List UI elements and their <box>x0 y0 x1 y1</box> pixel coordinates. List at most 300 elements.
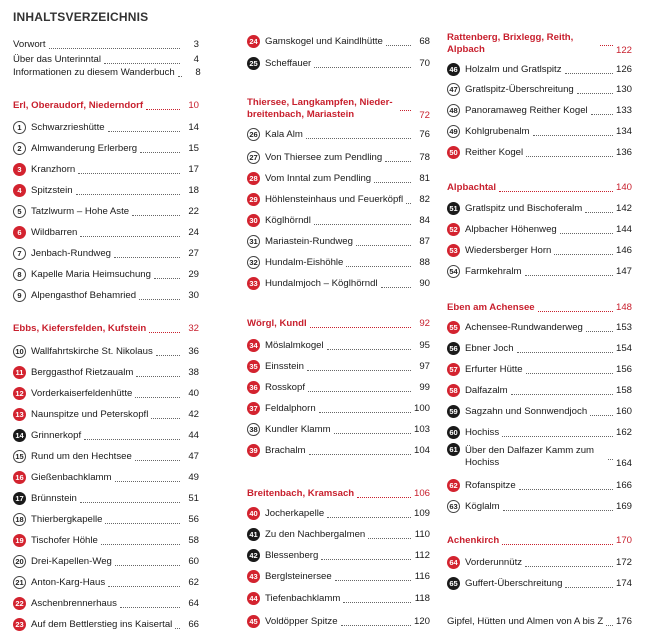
page-number: 68 <box>419 36 430 47</box>
dot-leader <box>356 236 411 246</box>
entry-title: Kapelle Maria Heimsuchung <box>31 269 151 280</box>
toc-entry <box>13 37 199 52</box>
tour-number-badge: 33 <box>247 277 260 290</box>
page-number: 169 <box>615 501 632 512</box>
page-number: 99 <box>419 382 430 393</box>
toc-tour-entry <box>447 425 632 440</box>
tour-number-badge: 14 <box>13 429 26 442</box>
tour-number-badge: 36 <box>247 381 260 394</box>
page-number: 134 <box>615 126 632 137</box>
page-number: 64 <box>188 598 199 609</box>
dot-leader <box>151 409 180 419</box>
toc-section-heading <box>13 321 199 336</box>
page-number: 153 <box>615 322 632 333</box>
entry-title: Über den Dalfazer Kamm zum Hochiss <box>465 445 595 468</box>
dot-leader <box>108 122 180 132</box>
tour-number-badge: 47 <box>447 83 460 96</box>
entry-title: Einsstein <box>265 361 304 372</box>
tour-number-badge: 7 <box>13 247 26 260</box>
dot-leader <box>586 322 613 332</box>
tour-number-badge: 45 <box>247 615 260 628</box>
dot-leader <box>114 248 180 258</box>
entry-title: Jocherkapelle <box>265 508 325 519</box>
toc-tour-entry <box>247 527 430 542</box>
page-number: 87 <box>419 236 430 247</box>
dot-leader <box>565 578 613 588</box>
page-number: 172 <box>615 557 632 568</box>
page-number: 81 <box>419 173 430 184</box>
dot-leader <box>357 488 411 498</box>
page-number: 84 <box>419 215 430 226</box>
dot-leader <box>108 577 180 587</box>
entry-title: Hochiss <box>465 427 500 438</box>
page-number: 174 <box>615 578 632 589</box>
page-number: 126 <box>615 64 632 75</box>
dot-leader <box>511 385 613 395</box>
toc-tour-entry <box>13 267 199 282</box>
page-number: 32 <box>188 323 199 334</box>
tour-number-badge: 62 <box>447 479 460 492</box>
tour-number-badge: 9 <box>13 289 26 302</box>
entry-title: Guffert-Überschreitung <box>465 578 563 589</box>
page-number: 27 <box>188 248 199 259</box>
tour-number-badge: 46 <box>447 63 460 76</box>
dot-leader <box>538 302 613 312</box>
toc-tour-entry <box>447 576 632 591</box>
page-number: 95 <box>419 340 430 351</box>
page-number: 38 <box>188 367 199 378</box>
entry-title: Köglalm <box>465 501 500 512</box>
toc-tour-entry <box>447 103 632 118</box>
page-number: 112 <box>414 550 430 561</box>
toc-tour-entry <box>247 359 430 374</box>
dot-leader <box>101 535 180 545</box>
tour-number-badge: 3 <box>13 163 26 176</box>
dot-leader <box>585 203 613 213</box>
entry-title: Farmkehralm <box>465 266 522 277</box>
dot-leader <box>327 340 411 350</box>
toc-tour-entry <box>13 204 199 219</box>
entry-title: Voldöpper Spitze <box>265 616 338 627</box>
dot-leader <box>499 182 613 192</box>
entry-title: Grinnerkopf <box>31 430 82 441</box>
tour-number-badge: 64 <box>447 556 460 569</box>
toc-section-heading <box>247 93 430 121</box>
tour-number-badge: 25 <box>247 57 260 70</box>
page-number: 66 <box>188 619 199 630</box>
entry-title: Hundalm-Eishöhle <box>265 257 344 268</box>
entry-title: Köglhörndl <box>265 215 311 226</box>
tour-number-badge: 11 <box>13 366 26 379</box>
entry-title: Alpbacher Höhenweg <box>465 224 557 235</box>
entry-title: Brünnstein <box>31 493 77 504</box>
page-number: 104 <box>413 445 430 456</box>
tour-number-badge: 13 <box>13 408 26 421</box>
toc-section-heading <box>247 316 430 331</box>
toc-tour-entry <box>13 246 199 261</box>
entry-title: Auf dem Bettlerstieg ins Kaisertal <box>31 619 173 630</box>
entry-title: Naunspitze und Peterskopfl <box>31 409 149 420</box>
page-number: 92 <box>419 318 430 329</box>
dot-leader <box>314 215 411 225</box>
toc-tour-entry <box>13 344 199 359</box>
dot-leader <box>368 529 411 539</box>
dot-leader <box>135 388 180 398</box>
toc-tour-entry <box>13 449 199 464</box>
page-number: 70 <box>419 58 430 69</box>
toc-tour-entry <box>247 255 430 270</box>
section-title: Wörgl, Kundl <box>247 318 307 329</box>
tour-number-badge: 17 <box>13 492 26 505</box>
tour-number-badge: 48 <box>447 104 460 117</box>
toc-tour-entry <box>247 506 430 521</box>
page-number: 136 <box>615 147 632 158</box>
dot-leader <box>146 100 180 110</box>
page-number: 62 <box>188 577 199 588</box>
page-number: 148 <box>615 302 632 313</box>
dot-leader <box>346 257 411 267</box>
toc-tour-entry <box>13 554 199 569</box>
page-number: 156 <box>615 364 632 375</box>
dot-leader <box>84 430 180 440</box>
tour-number-badge: 58 <box>447 384 460 397</box>
page-number: 29 <box>188 269 199 280</box>
page-number: 78 <box>419 152 430 163</box>
toc-tour-entry <box>13 386 199 401</box>
toc-tour-entry <box>447 62 632 77</box>
toc-tour-entry <box>447 443 632 469</box>
tour-number-badge: 34 <box>247 339 260 352</box>
entry-title: Gießenbachklamm <box>31 472 112 483</box>
dot-leader <box>132 206 180 216</box>
toc-tour-entry <box>247 401 430 416</box>
tour-number-badge: 55 <box>447 321 460 334</box>
dot-leader <box>76 185 180 195</box>
page-number: 4 <box>193 54 199 65</box>
toc-tour-entry <box>247 34 430 49</box>
tour-number-badge: 22 <box>13 597 26 610</box>
tour-number-badge: 24 <box>247 35 260 48</box>
dot-leader <box>115 556 180 566</box>
toc-section-heading <box>13 98 199 113</box>
toc-tour-entry <box>447 383 632 398</box>
entry-title: Informationen zu diesem Wanderbuch <box>13 67 175 78</box>
dot-leader <box>319 403 411 413</box>
dot-leader <box>80 227 180 237</box>
page-number: 120 <box>413 616 430 627</box>
toc-tour-entry <box>247 150 430 165</box>
dot-leader <box>175 619 180 629</box>
dot-leader <box>381 278 411 288</box>
tour-number-badge: 28 <box>247 172 260 185</box>
dot-leader <box>503 501 613 511</box>
entry-title: Gratlspitz-Überschreitung <box>465 84 574 95</box>
dot-leader <box>140 143 180 153</box>
dot-leader <box>517 343 613 353</box>
tour-number-badge: 56 <box>447 342 460 355</box>
tour-number-badge: 32 <box>247 256 260 269</box>
toc-tour-entry <box>13 428 199 443</box>
page-number: 17 <box>188 164 199 175</box>
page-number: 106 <box>413 488 430 499</box>
tour-number-badge: 57 <box>447 363 460 376</box>
tour-number-badge: 21 <box>13 576 26 589</box>
toc-tour-entry <box>13 575 199 590</box>
toc-tour-entry <box>447 555 632 570</box>
entry-title: Tiefenbachklamm <box>265 593 341 604</box>
toc-entry <box>13 65 199 80</box>
page-number: 14 <box>188 122 199 133</box>
entry-title: Rund um den Hechtsee <box>31 451 132 462</box>
dot-leader <box>591 105 613 115</box>
dot-leader <box>335 571 411 581</box>
dot-leader <box>308 382 411 392</box>
page-number: 116 <box>414 571 430 582</box>
dot-leader <box>314 58 411 68</box>
dot-leader <box>526 364 613 374</box>
entry-title: Achensee-Rundwanderweg <box>465 322 583 333</box>
entry-title: Hundalmjoch – Köglhörndl <box>265 278 378 289</box>
tour-number-badge: 42 <box>247 549 260 562</box>
dot-leader <box>307 361 411 371</box>
dot-leader <box>526 147 613 157</box>
page-number: 144 <box>615 224 632 235</box>
entry-title: Tischofer Höhle <box>31 535 98 546</box>
page-number: 3 <box>193 39 199 50</box>
tour-number-badge: 4 <box>13 184 26 197</box>
tour-number-badge: 31 <box>247 235 260 248</box>
entry-title: Drei-Kapellen-Weg <box>31 556 112 567</box>
tour-number-badge: 20 <box>13 555 26 568</box>
toc-tour-entry <box>13 533 199 548</box>
dot-leader <box>49 39 180 49</box>
dot-leader <box>502 535 613 545</box>
toc-tour-entry <box>447 320 632 335</box>
page-number: 176 <box>615 616 632 627</box>
entry-title: Zu den Nachbergalmen <box>265 529 366 540</box>
entry-title: Kohlgrubenalm <box>465 126 530 137</box>
dot-leader <box>385 152 411 162</box>
dot-leader <box>154 269 180 279</box>
tour-number-badge: 29 <box>247 193 260 206</box>
tour-number-badge: 8 <box>13 268 26 281</box>
page-number: 30 <box>188 290 199 301</box>
toc-tour-entry <box>247 234 430 249</box>
dot-leader <box>525 266 613 276</box>
entry-title: Panoramaweg Reither Kogel <box>465 105 588 116</box>
toc-tour-entry <box>247 56 430 71</box>
entry-title: Vom Inntal zum Pendling <box>265 173 372 184</box>
dot-leader <box>178 67 182 77</box>
section-title: Breitenbach, Kramsach <box>247 488 355 499</box>
page-number: 166 <box>615 480 632 491</box>
toc-tour-entry <box>447 404 632 419</box>
toc-tour-entry <box>13 596 199 611</box>
entry-title: Scheffauer <box>265 58 312 69</box>
toc-section-heading <box>447 28 632 56</box>
page-number: 47 <box>188 451 199 462</box>
dot-leader <box>343 593 411 603</box>
page-number: 109 <box>413 508 430 519</box>
dot-leader <box>577 84 613 94</box>
entry-title: Schwarzrieshütte <box>31 122 105 133</box>
entry-title: Brachalm <box>265 445 306 456</box>
toc-tour-entry <box>447 264 632 279</box>
toc-tour-entry <box>447 201 632 216</box>
tour-number-badge: 37 <box>247 402 260 415</box>
toc-tour-entry <box>447 362 632 377</box>
dot-leader <box>525 557 613 567</box>
tour-number-badge: 43 <box>247 570 260 583</box>
dot-leader <box>502 427 613 437</box>
tour-number-badge: 12 <box>13 387 26 400</box>
section-title: Thiersee, Langkampfen, Nieder-breitenbach, Mariastein <box>247 97 393 120</box>
tour-number-badge: 61 <box>447 443 460 456</box>
page-number: 56 <box>188 514 199 525</box>
tour-number-badge: 63 <box>447 500 460 513</box>
page-number: 15 <box>188 143 199 154</box>
dot-leader <box>78 164 180 174</box>
toc-tour-entry <box>247 569 430 584</box>
entry-title: Wallfahrtskirche St. Nikolaus <box>31 346 153 357</box>
toc-entry <box>447 614 632 629</box>
page-number: 140 <box>615 182 632 193</box>
tour-number-badge: 10 <box>13 345 26 358</box>
entry-title: Gamskogel und Kaindlhütte <box>265 36 383 47</box>
dot-leader <box>136 367 180 377</box>
section-title: Rattenberg, Brixlegg, Reith, Alpbach <box>447 32 574 55</box>
entry-title: Höhlensteinhaus und Feuerköpfl <box>265 194 404 205</box>
dot-leader <box>309 445 411 455</box>
toc-tour-entry <box>247 443 430 458</box>
entry-title: Kranzhorn <box>31 164 76 175</box>
section-title: Erl, Oberaudorf, Niederndorf <box>13 100 144 111</box>
dot-leader <box>80 493 180 503</box>
tour-number-badge: 65 <box>447 577 460 590</box>
toc-tour-entry <box>447 341 632 356</box>
page-number: 40 <box>188 388 199 399</box>
entry-title: Anton-Karg-Haus <box>31 577 106 588</box>
tour-number-badge: 60 <box>447 426 460 439</box>
dot-leader <box>608 450 613 460</box>
entry-title: Feldalphorn <box>265 403 316 414</box>
dot-leader <box>135 451 180 461</box>
toc-tour-entry <box>247 338 430 353</box>
dot-leader <box>590 406 613 416</box>
dot-leader <box>533 126 613 136</box>
tour-number-badge: 52 <box>447 223 460 236</box>
entry-title: Berggasthof Rietzaualm <box>31 367 134 378</box>
dot-leader <box>406 194 411 204</box>
toc-tour-entry <box>247 422 430 437</box>
toc-tour-entry <box>247 548 430 563</box>
toc-tour-entry <box>247 127 430 142</box>
page-number: 58 <box>188 535 199 546</box>
tour-number-badge: 23 <box>13 618 26 631</box>
tour-number-badge: 19 <box>13 534 26 547</box>
section-title: Achenkirch <box>447 535 500 546</box>
dot-leader <box>554 245 613 255</box>
toc-tour-entry <box>447 82 632 97</box>
entry-title: Ebner Joch <box>465 343 514 354</box>
page-number: 147 <box>615 266 632 277</box>
page-number: 60 <box>188 556 199 567</box>
page-number: 100 <box>413 403 430 414</box>
entry-title: Spitzstein <box>31 185 73 196</box>
entry-title: Kala Alm <box>265 129 303 140</box>
page-number: 49 <box>188 472 199 483</box>
dot-leader <box>105 514 180 524</box>
page-number: 36 <box>188 346 199 357</box>
toc-tour-entry <box>447 124 632 139</box>
page-number: 160 <box>615 406 632 417</box>
tour-number-badge: 2 <box>13 142 26 155</box>
toc-section-heading <box>447 533 632 548</box>
dot-leader <box>149 323 180 333</box>
tour-number-badge: 41 <box>247 528 260 541</box>
toc-tour-entry <box>447 478 632 493</box>
tour-number-badge: 15 <box>13 450 26 463</box>
dot-leader <box>600 36 613 46</box>
entry-title: Blessenberg <box>265 550 319 561</box>
toc-tour-entry <box>13 470 199 485</box>
dot-leader <box>306 129 411 139</box>
entry-title: Tatzlwurm – Hohe Aste <box>31 206 130 217</box>
page-number: 51 <box>188 493 199 504</box>
entry-title: Von Thiersee zum Pendling <box>265 152 383 163</box>
tour-number-badge: 18 <box>13 513 26 526</box>
entry-title: Sagzahn und Sonnwendjoch <box>465 406 588 417</box>
page-number: 110 <box>414 529 430 540</box>
toc-tour-entry <box>13 225 199 240</box>
page-number: 90 <box>419 278 430 289</box>
entry-title: Vorwort <box>13 39 46 50</box>
tour-number-badge: 51 <box>447 202 460 215</box>
toc-tour-entry <box>247 591 430 606</box>
toc-tour-entry <box>247 614 430 629</box>
dot-leader <box>374 173 411 183</box>
entry-title: Wiedersberger Horn <box>465 245 552 256</box>
dot-leader <box>386 36 411 46</box>
dot-leader <box>104 54 180 64</box>
dot-leader <box>334 424 411 434</box>
page-number: 97 <box>419 361 430 372</box>
toc-section-heading <box>447 180 632 195</box>
page-number: 164 <box>615 458 632 469</box>
tour-number-badge: 35 <box>247 360 260 373</box>
entry-title: Holzalm und Gratlspitz <box>465 64 562 75</box>
toc-tour-entry <box>13 120 199 135</box>
page-number: 133 <box>615 105 632 116</box>
tour-number-badge: 1 <box>13 121 26 134</box>
page-number: 88 <box>419 257 430 268</box>
tour-number-badge: 53 <box>447 244 460 257</box>
tour-number-badge: 59 <box>447 405 460 418</box>
page-number: 118 <box>414 593 430 604</box>
section-title: Eben am Achensee <box>447 302 535 313</box>
dot-leader <box>341 616 411 626</box>
toc-section-heading <box>447 300 632 315</box>
dot-leader <box>139 290 180 300</box>
dot-leader <box>321 550 411 560</box>
toc-tour-entry <box>447 499 632 514</box>
section-title: Ebbs, Kiefersfelden, Kufstein <box>13 323 147 334</box>
page-number: 24 <box>188 227 199 238</box>
toc-tour-entry <box>247 171 430 186</box>
toc-tour-entry <box>247 213 430 228</box>
tour-number-badge: 6 <box>13 226 26 239</box>
entry-title: Gipfel, Hütten und Almen von A bis Z <box>447 616 604 627</box>
